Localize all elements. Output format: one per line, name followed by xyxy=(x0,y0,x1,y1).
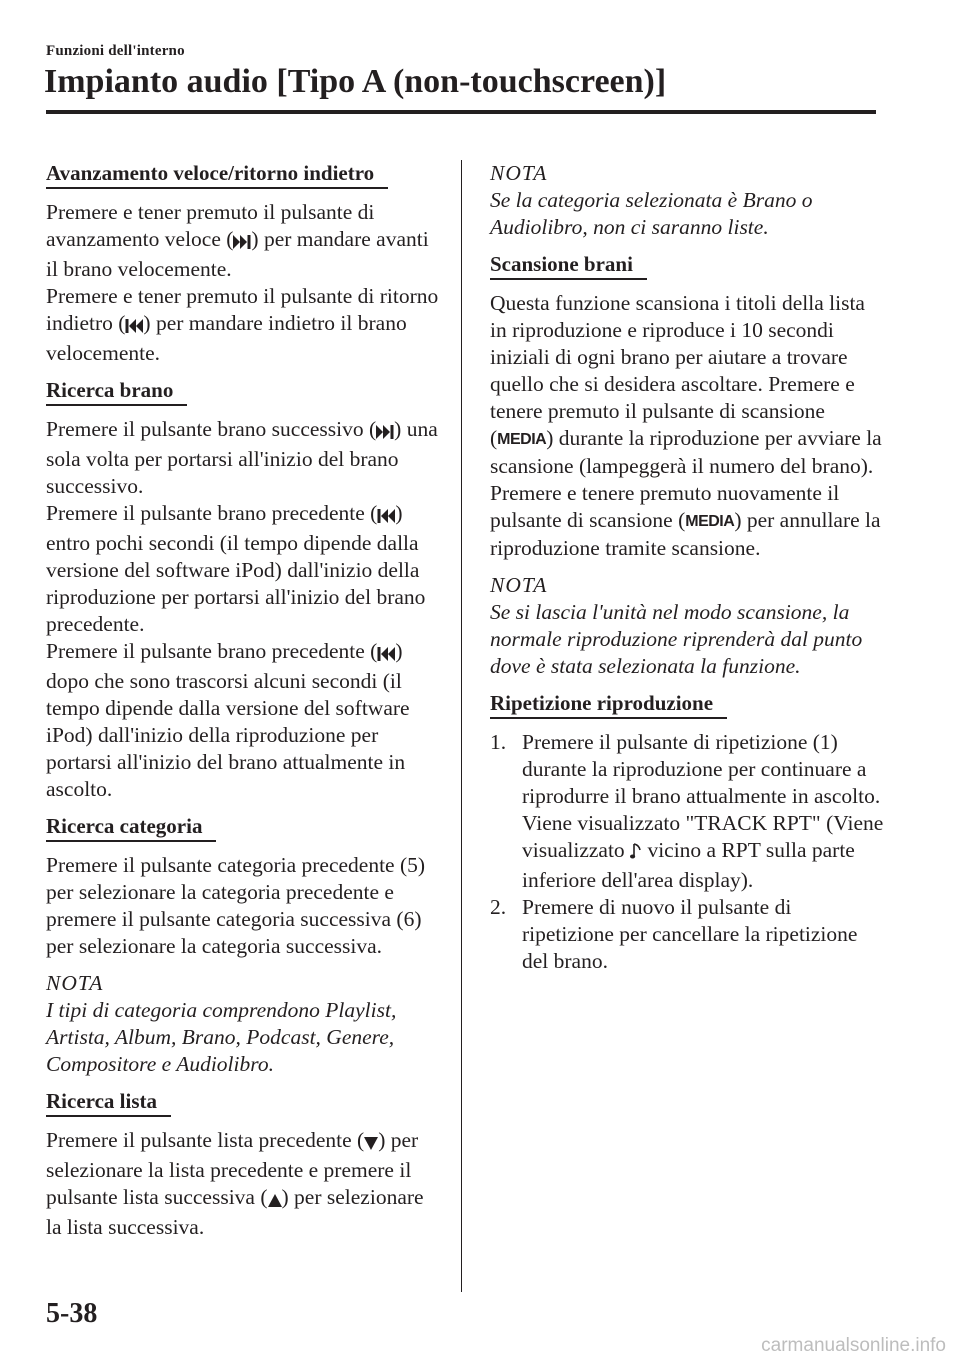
track-next-text-b: ) una sola volta per portarsi all'inizio del brano successivo. xyxy=(46,417,438,498)
header-rule xyxy=(46,110,876,114)
rewind-icon xyxy=(125,313,143,340)
step-text: Premere di nuovo il pulsante di ripetizione per cancellare la ripetizione del brano. xyxy=(522,895,858,973)
note-text: Se la categoria selezionata è Brano o Audiolibro, non ci saranno liste. xyxy=(490,188,813,239)
step-number: 1. xyxy=(490,730,507,754)
music-note-icon xyxy=(630,840,642,867)
ff-text-b: ) per mandare avanti il brano velocemente. xyxy=(46,227,429,281)
track-next-text-a: Premere il pulsante brano successivo ( xyxy=(46,417,377,441)
ff-text-a: Premere e tener premuto il pulsante di avanzamento veloce ( xyxy=(46,200,375,251)
step-text-a: Premere il pulsante di ripetizione (1) durante la riproduzione per continuare a riprodurre il brano attualmente in ascolto. Viene visualizzato "TRACK RPT" (Viene visualizzato xyxy=(522,730,884,862)
media-button-icon: MEDIA xyxy=(685,513,735,530)
ff-rw-heading: Avanzamento veloce/ritorno indietro xyxy=(46,161,388,189)
list-search-paragraph xyxy=(46,1127,440,1241)
track-restart-paragraph xyxy=(46,638,440,803)
rw-text-b: ) per mandare indietro il brano velocemente. xyxy=(46,311,407,365)
repeat-heading: Ripetizione riproduzione xyxy=(490,691,727,719)
track-prev-paragraph xyxy=(46,500,440,638)
fast-forward-icon xyxy=(233,229,251,256)
scan-heading: Scansione brani xyxy=(490,252,647,280)
note-label: NOTA xyxy=(46,971,104,995)
track-search-heading: Ricerca brano xyxy=(46,378,187,406)
step-text-b: vicino a RPT sulla parte inferiore dell'area display). xyxy=(522,838,855,892)
scan-text-c: ) per annullare la riproduzione tramite scansione. xyxy=(490,508,881,560)
watermark: carmanualsonline.info xyxy=(761,1335,946,1356)
category-search-heading: Ricerca categoria xyxy=(46,814,216,842)
previous-track-icon xyxy=(377,641,395,668)
page-number: 5-38 xyxy=(46,1298,98,1329)
list-search-heading: Ricerca lista xyxy=(46,1089,171,1117)
left-column xyxy=(46,160,440,1251)
track-next-paragraph xyxy=(46,416,440,500)
list-search-text-b: ) per selezionare la lista precedente e premere il pulsante lista successiva ( xyxy=(46,1128,419,1209)
up-arrow-icon xyxy=(268,1187,282,1214)
list-search-section xyxy=(46,1088,440,1241)
column-divider xyxy=(461,160,462,1292)
media-button-icon: MEDIA xyxy=(497,431,547,448)
scan-paragraph xyxy=(490,290,884,562)
repeat-steps xyxy=(490,729,884,975)
scan-text-a: Questa funzione scansiona i titoli della lista in riproduzione e riproduce i 10 secondi iniziali di ogni brano per aiutare a trovare quello che si desidera ascoltare. Premere e tenere premuto il pulsante di scansione ( xyxy=(490,291,865,450)
ff-paragraph xyxy=(46,199,440,283)
rw-paragraph xyxy=(46,283,440,367)
step-item xyxy=(490,729,884,894)
list-note xyxy=(490,160,884,241)
next-track-icon xyxy=(376,419,394,446)
note-text: I tipi di categoria comprendono Playlist, Artista, Album, Brano, Podcast, Genere, Compositore e Audiolibro. xyxy=(46,998,397,1076)
repeat-section xyxy=(490,690,884,975)
note-text: Se si lascia l'unità nel modo scansione, la normale riproduzione riprenderà dal punto dove è stata selezionata la funzione. xyxy=(490,600,863,678)
list-search-text-a: Premere il pulsante lista precedente ( xyxy=(46,1128,365,1152)
track-search-section xyxy=(46,377,440,803)
section-label: Funzioni dell'interno xyxy=(46,43,185,59)
category-search-text: Premere il pulsante categoria precedente (5) per selezionare la categoria precedente e premere il pulsante categoria successiva (6) per selezionare la categoria successiva. xyxy=(46,853,426,958)
rw-text-a: Premere e tener premuto il pulsante di ritorno indietro ( xyxy=(46,284,439,335)
category-search-section xyxy=(46,813,440,1078)
scan-section xyxy=(490,251,884,680)
right-column xyxy=(490,160,884,985)
track-prev-text-b: ) entro pochi secondi (il tempo dipende dalla versione del software iPod) dall'inizio della riproduzione per portarsi all'inizio del brano precedente. xyxy=(46,501,426,636)
step-item xyxy=(490,894,884,975)
list-search-text-c: ) per selezionare la lista successiva. xyxy=(46,1185,424,1239)
note-label: NOTA xyxy=(490,573,548,597)
step-number: 2. xyxy=(490,895,507,919)
track-restart-text-b: ) dopo che sono trascorsi alcuni secondi (il tempo dipende dalla versione del software iPod) dall'inizio della riproduzione per portarsi all'inizio del brano attualmente in ascolto. xyxy=(46,639,410,801)
down-arrow-icon xyxy=(364,1130,378,1157)
previous-track-icon xyxy=(377,503,395,530)
scan-text-b: ) durante la riproduzione per avviare la scansione (lampeggerà il numero del brano). Premere e tenere premuto nuovamente il pulsante di scansione ( xyxy=(490,426,882,532)
track-prev-text-a: Premere il pulsante brano precedente ( xyxy=(46,501,378,525)
page-title: Impianto audio [Tipo A (non-touchscreen)] xyxy=(44,63,667,100)
ff-rw-section xyxy=(46,160,440,367)
note-label: NOTA xyxy=(490,161,548,185)
track-restart-text-a: Premere il pulsante brano precedente ( xyxy=(46,639,378,663)
